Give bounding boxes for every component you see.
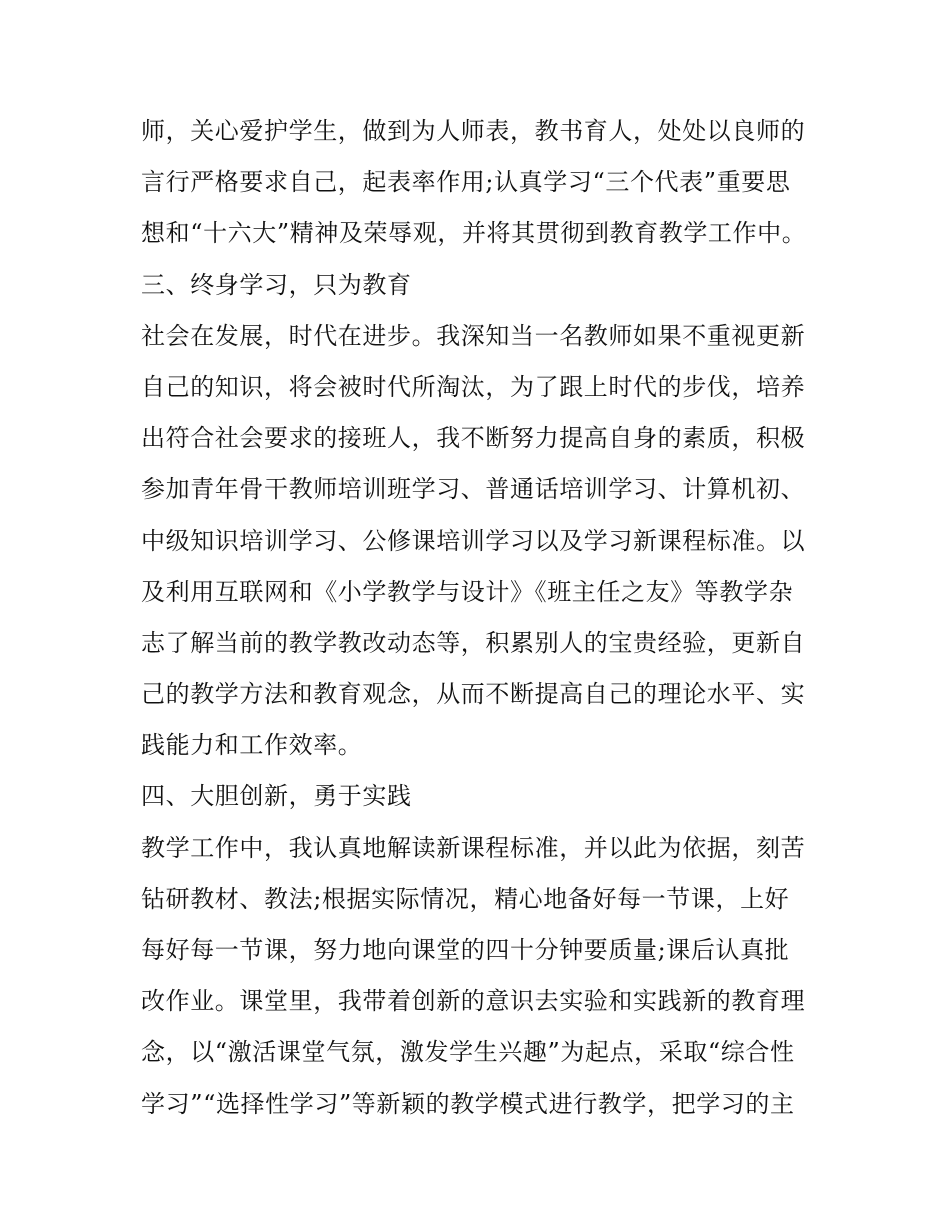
text-line: 学习”“选择性学习”等新颖的教学模式进行教学，把学习的主 [141,1089,795,1118]
text-line: 参加青年骨干教师培训班学习、普通话培训学习、计算机初、 [141,475,806,504]
section-heading: 三、终身学习，只为教育 [141,270,412,299]
text-line: 想和“十六大”精神及荣辱观，并将其贯彻到教育教学工作中。 [141,219,807,248]
text-line: 教学工作中，我认真地解读新课程标准，并以此为依据，刻苦 [141,833,806,862]
text-line: 言行严格要求自己，起表率作用;认真学习“三个代表”重要思 [141,168,791,197]
text-line: 中级知识培训学习、公修课培训学习以及学习新课程标准。以 [141,526,806,555]
text-line: 社会在发展，时代在进步。我深知当一名教师如果不重视更新 [141,321,806,350]
text-line: 己的教学方法和教育观念，从而不断提高自己的理论水平、实 [141,680,806,709]
text-line: 每好每一节课，努力地向课堂的四十分钟要质量;课后认真批 [141,936,790,964]
section-heading: 四、大胆创新，勇于实践 [141,782,412,811]
document-body [141,106,821,1130]
text-line: 志了解当前的教学教改动态等，积累别人的宝贵经验，更新自 [141,628,806,657]
text-line: 念，以“激活课堂气氛，激发学生兴趣”为起点，采取“综合性 [141,1038,795,1067]
text-line: 自己的知识，将会被时代所淘汰，为了跟上时代的步伐，培养 [141,372,806,401]
text-line: 师，关心爱护学生，做到为人师表，教书育人，处处以良师的 [141,117,806,145]
text-line: 践能力和工作效率。 [141,731,363,760]
text-line: 及利用互联网和《小学教学与设计》《班主任之友》等教学杂 [141,577,794,606]
text-line: 出符合社会要求的接班人，我不断努力提高自身的素质，积极 [141,424,806,453]
text-line: 改作业。课堂里，我带着创新的意识去实验和实践新的教育理 [141,987,806,1016]
text-line: 钻研教材、教法;根据实际情况，精心地备好每一节课，上好 [141,884,790,913]
